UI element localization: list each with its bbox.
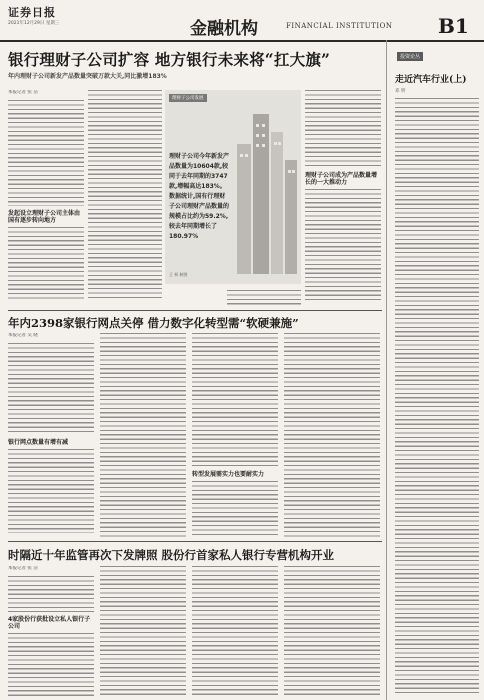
second-column-1	[8, 333, 94, 538]
lead-column-1	[8, 90, 84, 300]
lead-headline: 银行理财子公司扩容 地方银行未来将“扛大旗”	[8, 50, 331, 69]
body-text	[8, 449, 94, 533]
body-text	[8, 343, 94, 435]
section-title-en: FINANCIAL INSTITUTION	[286, 22, 393, 30]
infographic-credit: 王 柯 制图	[169, 272, 188, 277]
lead-infographic	[165, 90, 301, 284]
third-column-2	[100, 566, 186, 696]
body-text	[305, 90, 381, 168]
second-column-4	[284, 333, 380, 538]
lead-byline: 本报记者 张 洁	[8, 90, 38, 95]
second-column-2	[100, 333, 186, 538]
sidebar-title: 走近汽车行业(上)	[395, 75, 467, 85]
newspaper-logo: 证券日报	[8, 6, 56, 19]
sidebar-tag: 投资论丛	[397, 52, 423, 61]
city-skyline-illustration	[235, 104, 299, 274]
body-text	[8, 633, 94, 696]
lead-subhead-1: 发起设立理财子公司主体由国有逐步转向地方	[8, 210, 81, 224]
body-text	[8, 100, 84, 206]
second-subhead-2: 转型发展需实力也要耐实力	[192, 471, 265, 478]
body-text	[192, 333, 278, 467]
lead-subhead-2: 理财子公司成为产品数量增长的一大推动力	[305, 172, 378, 186]
page-number: B1	[438, 14, 469, 38]
body-text	[8, 576, 94, 612]
divider	[8, 541, 382, 542]
lead-column-3-tail	[227, 290, 301, 305]
third-subhead-1: 4家股份行获批设立私人银行子公司	[8, 616, 91, 630]
infographic-text: 理财子公司今年新发产品数量为10604款,较同于去年同期的3747款,增幅高达183%。数据统计,国有行理财子公司理财产品数量的规模占比约为59.2%,较去年同期增长了180.97%	[169, 153, 230, 240]
second-headline: 年内2398家银行网点关停 借力数字化转型需“软硬兼施”	[8, 316, 299, 330]
second-column-3	[192, 333, 278, 538]
lead-subheadline: 年内理财子公司新发产品数量突破万款大关,同比激增183%	[8, 73, 167, 80]
sidebar-body-text	[395, 98, 479, 694]
third-column-1	[8, 566, 94, 696]
body-text	[8, 227, 84, 300]
lead-column-2	[88, 90, 162, 300]
section-title: 金融机构	[190, 19, 258, 39]
body-text	[192, 481, 278, 537]
lead-column-4	[305, 90, 381, 300]
third-byline: 本报记者 张 洁	[8, 566, 38, 571]
third-headline: 时隔近十年监管再次下发牌照 股份行首家私人银行专营机构开业	[8, 548, 335, 562]
third-column-4	[284, 566, 380, 696]
divider	[8, 310, 382, 311]
third-column-3	[192, 566, 278, 696]
second-byline: 本报记者 吴 晓	[8, 333, 38, 338]
body-text	[305, 189, 381, 300]
issue-date: 2021年12月29日 星期三	[8, 21, 60, 26]
sidebar-column	[386, 40, 484, 700]
sidebar-author: 邓 明	[395, 89, 406, 94]
second-subhead-1: 银行网点数量有增有减	[8, 439, 69, 446]
masthead	[0, 0, 484, 42]
infographic-label: 理财子公司发展	[169, 94, 207, 102]
